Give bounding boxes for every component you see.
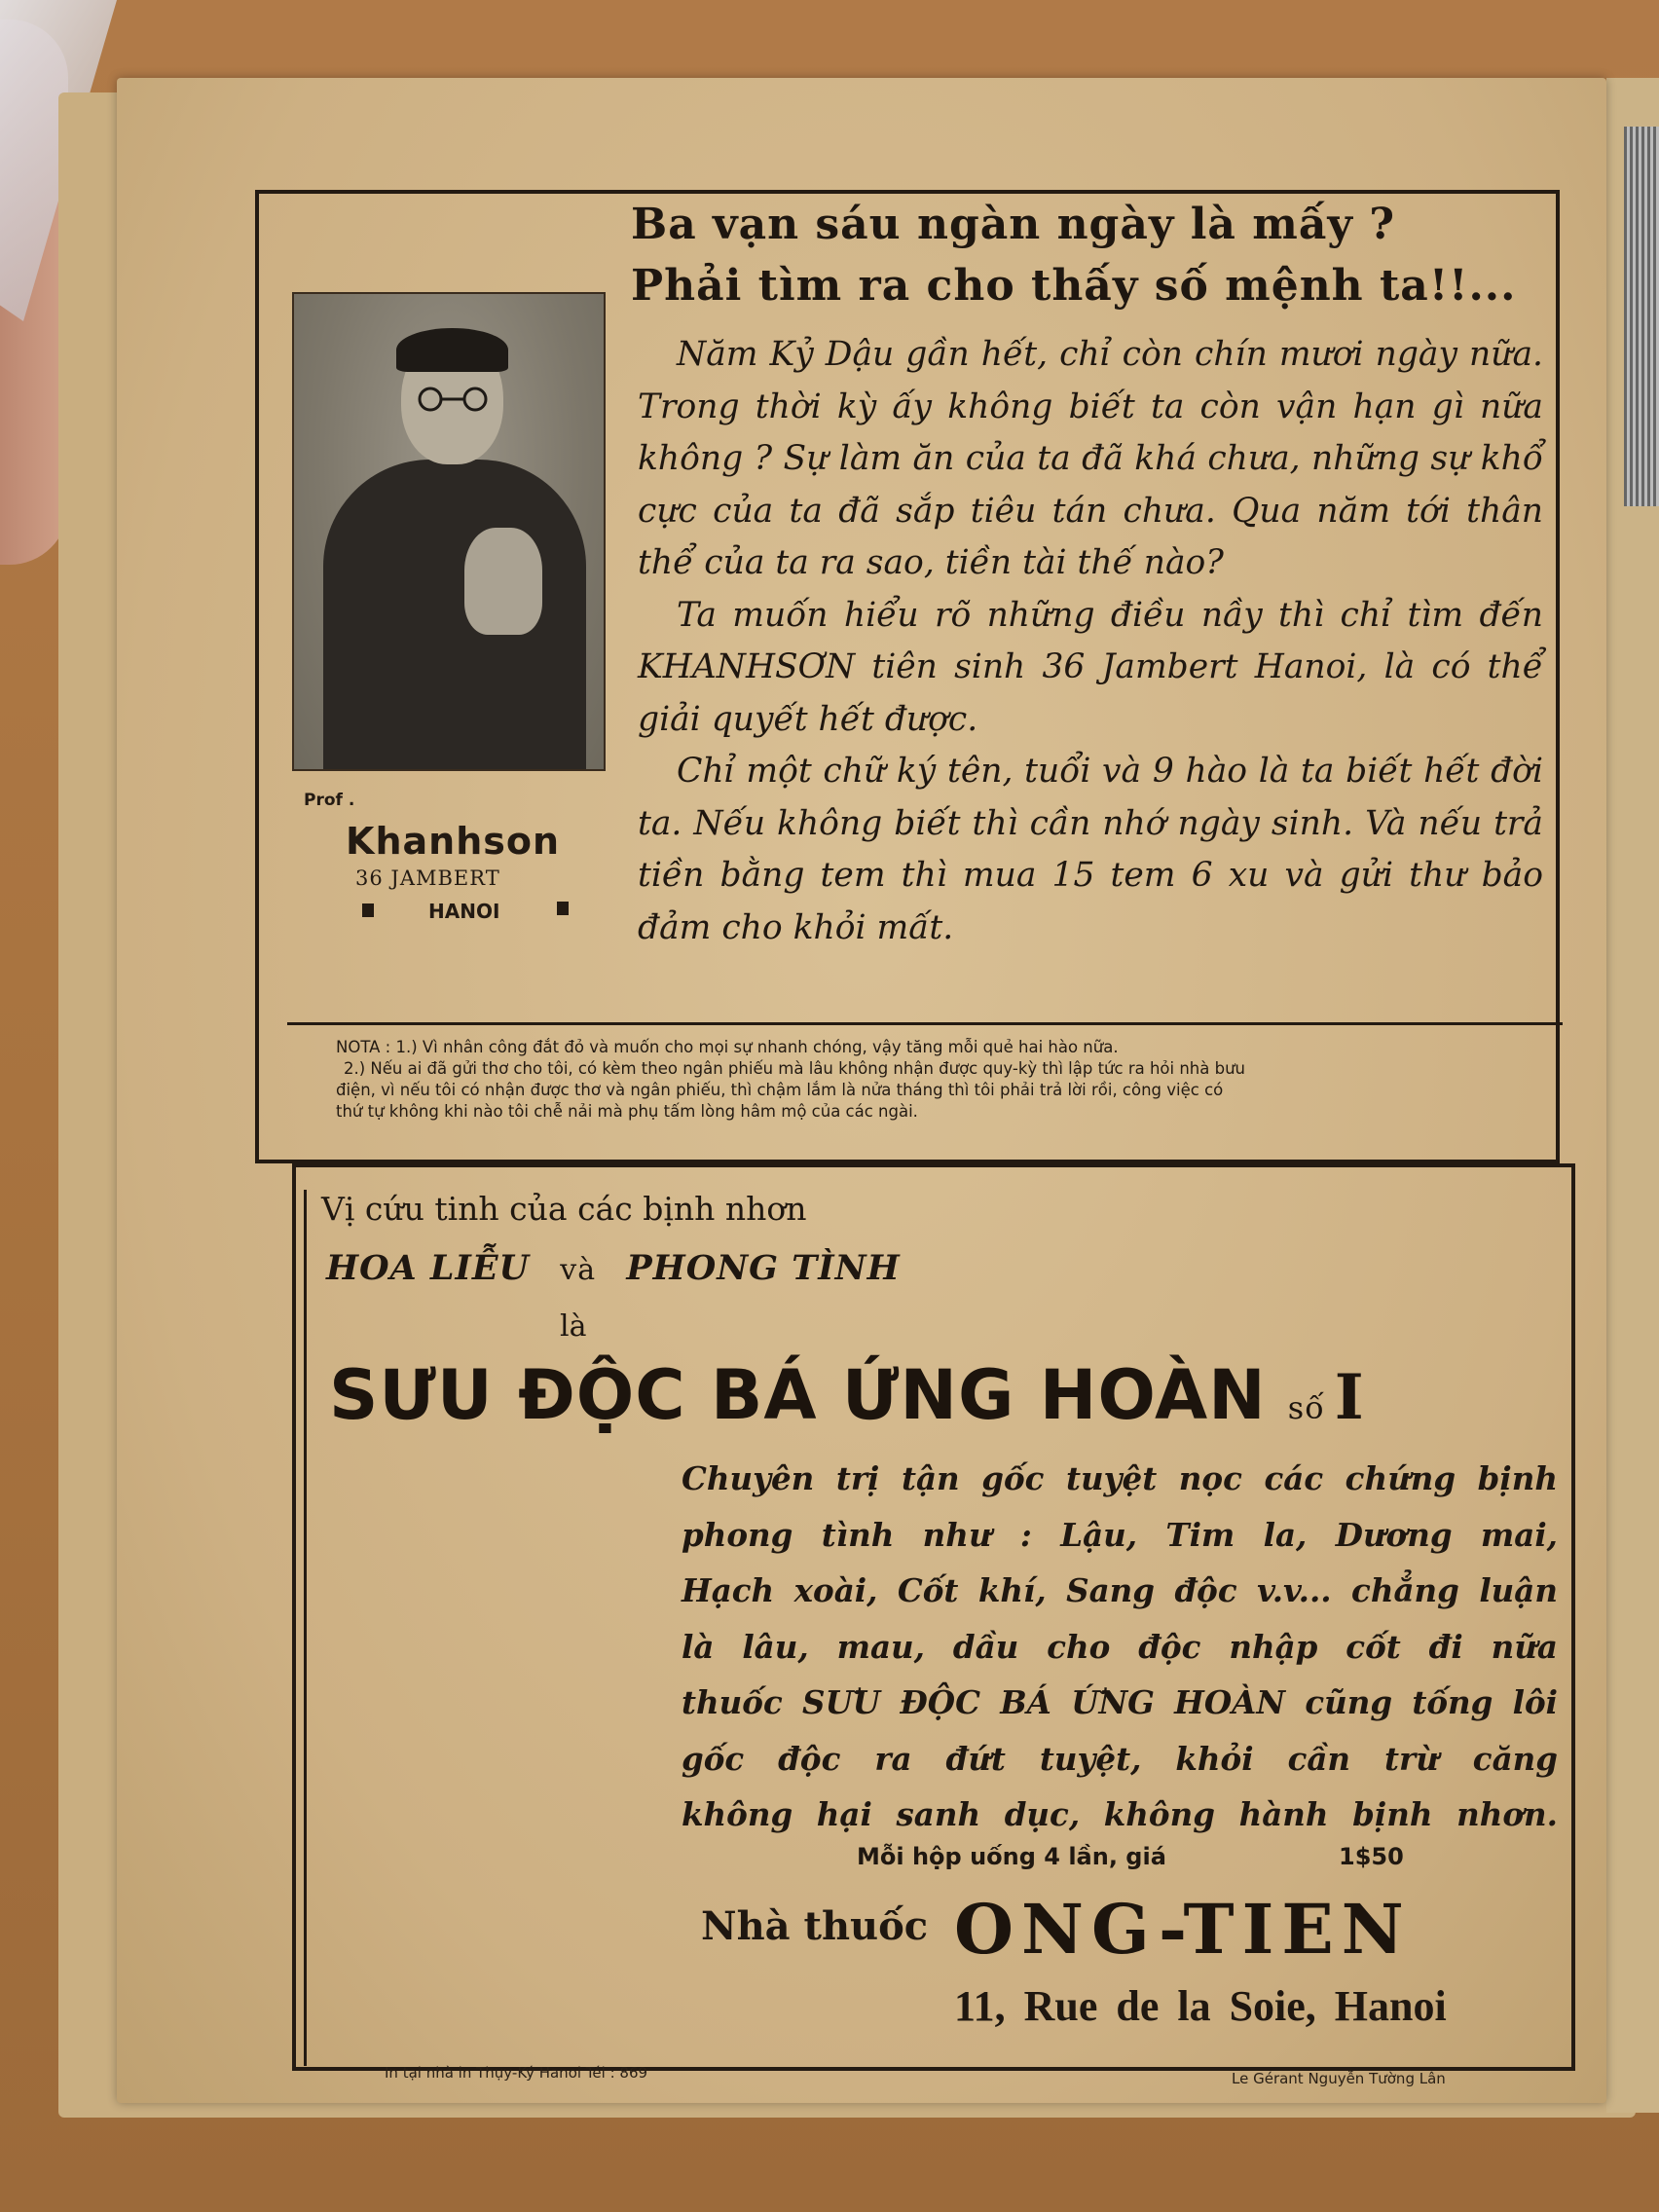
headline-line-2: Phải tìm ra cho thấy số mệnh ta!!... bbox=[631, 261, 1517, 311]
khanhson-body bbox=[638, 329, 1543, 954]
description-line: gốc độc ra đứt tuyệt, khỏi cần trừ căng bbox=[682, 1739, 1558, 1778]
intro-line-3: là bbox=[560, 1309, 587, 1344]
description-line: thuốc SƯU ĐỘC BÁ ỨNG HOÀN cũng tống lôi bbox=[682, 1683, 1558, 1721]
description-line: là lâu, mau, dầu cho độc nhập cốt đi nữa bbox=[682, 1627, 1558, 1666]
prof-city: HANOI bbox=[428, 900, 500, 923]
description-line: phong tình như : Lậu, Tim la, Dương mai, bbox=[682, 1515, 1558, 1554]
product-so: số bbox=[1287, 1389, 1325, 1426]
intro-disease-2: PHONG TÌNH bbox=[626, 1248, 901, 1288]
product-title bbox=[329, 1355, 1365, 1435]
nota-separator bbox=[287, 1022, 1563, 1025]
gerant-credit: Le Gérant Nguyễn Tường Lân bbox=[1232, 2070, 1446, 2087]
nota-line: 2.) Nếu ai đã gửi thơ cho tôi, có kèm theo ngân phiếu mà lâu không nhận được quy-kỳ thì lập tức ra hỏi nhà bưu bbox=[344, 1059, 1246, 1078]
body-paragraph: Ta muốn hiểu rõ những điều nầy thì chỉ tìm đến KHANHSƠN tiên sinh 36 Jambert Hanoi, là có thể giải quyết hết được. bbox=[638, 595, 1543, 739]
shop-label: Nhà thuốc bbox=[701, 1903, 929, 1949]
nota-line: NOTA : 1.) Vì nhân công đắt đỏ và muốn cho mọi sự nhanh chóng, vậy tăng mỗi quẻ hai hào nữa. bbox=[336, 1038, 1119, 1056]
body-paragraph: Năm Kỷ Dậu gần hết, chỉ còn chín mươi ngày nữa. Trong thời kỳ ấy không biết ta còn vận hạn gì nữa không ? Sự làm ăn của ta đã khá chưa, những sự khổ cực của ta đã sắp tiêu tán chưa. Qua năm tới thân thể của ta ra sao, tiền tài thế nào? bbox=[638, 335, 1543, 582]
product-name: SƯU ĐỘC BÁ ỨNG HOÀN bbox=[329, 1355, 1267, 1435]
product-description bbox=[682, 1451, 1558, 1843]
ornament-square bbox=[557, 902, 569, 915]
description-line: không hại sanh dục, không hành bịnh nhơn. bbox=[682, 1795, 1558, 1833]
ornament-square bbox=[362, 903, 374, 917]
intro-line-1: Vị cứu tinh của các bịnh nhơn bbox=[321, 1190, 807, 1228]
description-line: Hạch xoài, Cốt khí, Sang độc v.v... chẳng luận bbox=[682, 1571, 1558, 1609]
printer-credit: In tại nhà in Thụy-Ký Hanoi Tél : 869 bbox=[385, 2064, 648, 2082]
shop-address: 11, Rue de la Soie, Hanoi bbox=[954, 1982, 1447, 2030]
ongtien-inner-rule bbox=[304, 1190, 307, 2066]
prof-name: Khanhson bbox=[346, 820, 561, 863]
headline-line-1: Ba vạn sáu ngàn ngày là mấy ? bbox=[631, 200, 1395, 249]
nota-block bbox=[336, 1037, 1548, 1123]
product-number: I bbox=[1334, 1361, 1365, 1434]
intro-disease-1: HOA LIỄU bbox=[326, 1248, 531, 1288]
prof-address: 36 JAMBERT bbox=[355, 866, 500, 890]
nota-line: thứ tự không khi nào tôi chễ nải mà phụ tấm lòng hâm mộ của các ngài. bbox=[336, 1102, 918, 1121]
portrait-photo bbox=[292, 292, 606, 771]
nota-line: điện, vì nếu tôi có nhận được thơ và ngân phiếu, thì chậm lắm là nửa tháng thì tôi phải trả lời rồi, công việc có bbox=[336, 1081, 1224, 1099]
prof-label: Prof . bbox=[304, 791, 355, 810]
intro-line-2 bbox=[326, 1248, 901, 1288]
prof-signature-block bbox=[302, 791, 594, 937]
intro-and: và bbox=[560, 1253, 597, 1287]
facing-page-image-strip bbox=[1624, 127, 1659, 506]
price-label: Mỗi hộp uống 4 lần, giá bbox=[857, 1843, 1166, 1870]
description-line: Chuyên trị tận gốc tuyệt nọc các chứng bịnh bbox=[682, 1459, 1558, 1497]
price-value: 1$50 bbox=[1339, 1843, 1404, 1870]
body-paragraph: Chỉ một chữ ký tên, tuổi và 9 hào là ta biết hết đời ta. Nếu không biết thì cần nhớ ngày sinh. Và nếu trả tiền bằng tem thì mua 15 tem 6 xu và gửi thư bảo đảm cho khỏi mất. bbox=[638, 752, 1543, 947]
shop-name: ONG-TIEN bbox=[954, 1889, 1412, 1970]
